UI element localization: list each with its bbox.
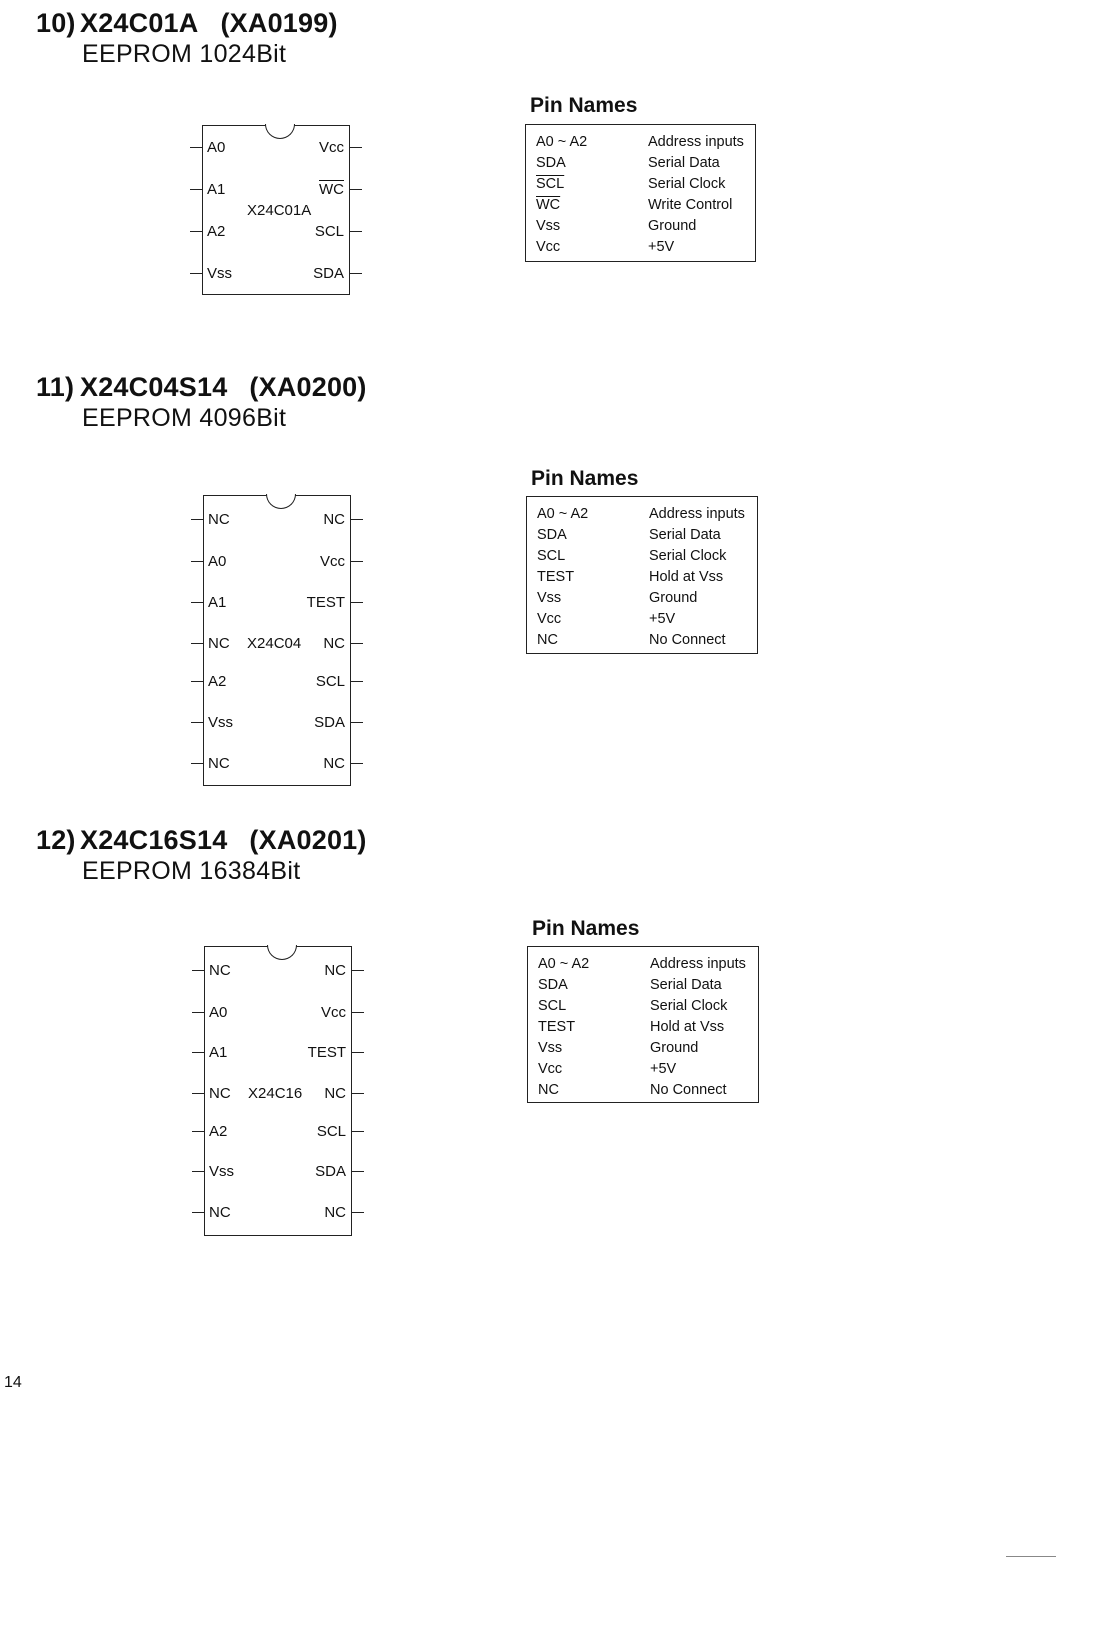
pin-names-row <box>537 504 757 525</box>
pin-label: SCL <box>317 1122 351 1142</box>
pin-names-title: Pin Names <box>530 94 638 117</box>
pin-label: SDA <box>315 1162 351 1182</box>
part-number: X24C01A <box>80 8 199 38</box>
pin-label: A2 <box>205 1122 227 1142</box>
pin-names-table <box>527 946 759 1103</box>
pin-description: +5V <box>650 1061 677 1077</box>
pin-label: NC <box>205 961 231 981</box>
pin-names-row <box>536 153 755 174</box>
pin-description: +5V <box>649 611 676 627</box>
section-subtitle: EEPROM 4096Bit <box>82 404 287 432</box>
pin-names-row <box>537 525 757 546</box>
pin-label: TEST <box>307 593 350 613</box>
pin-names-table <box>525 124 756 262</box>
pin-names-row <box>538 954 758 975</box>
pin-label: SDA <box>314 713 350 733</box>
pin-description: Serial Data <box>650 977 722 993</box>
section-subtitle: EEPROM 16384Bit <box>82 857 301 885</box>
pin-signal: A0 ~ A2 <box>538 956 590 972</box>
pin-label: A1 <box>204 593 226 613</box>
pin-label: Vcc <box>321 1003 351 1023</box>
pin-description: No Connect <box>649 632 726 648</box>
pin-names-row <box>536 195 755 216</box>
pin-signal: Vcc <box>538 1061 563 1077</box>
pin-description: Serial Clock <box>649 548 727 564</box>
pin-names-row <box>537 546 757 567</box>
pin-label: A1 <box>205 1043 227 1063</box>
pin-description: Address inputs <box>649 506 745 522</box>
pin-names-row <box>536 237 755 258</box>
section-title <box>36 372 367 403</box>
pin-signal: TEST <box>538 1019 576 1035</box>
pin-label: NC <box>204 634 230 654</box>
chip-diagram <box>203 495 351 786</box>
chip-diagram <box>202 125 350 295</box>
part-code: (XA0200) <box>249 372 367 402</box>
pin-label: NC <box>324 1203 351 1223</box>
pin-description: No Connect <box>650 1082 727 1098</box>
part-number: X24C04S14 <box>80 372 228 402</box>
pin-names-row <box>538 1017 758 1038</box>
pin-signal: NC <box>537 632 558 648</box>
pin-names-row <box>537 609 757 630</box>
pin-label: Vcc <box>320 552 350 572</box>
pin-signal: SCL <box>538 998 567 1014</box>
chip-notch <box>266 494 296 509</box>
pin-description: Write Control <box>648 197 733 213</box>
pin-description: Serial Data <box>649 527 721 543</box>
pin-signal: $\overline{WC}$ <box>536 197 561 213</box>
pin-signal: Vcc <box>536 239 561 255</box>
pin-names-row <box>538 996 758 1017</box>
pin-label: Vss <box>204 713 233 733</box>
pin-signal: A0 ~ A2 <box>537 506 589 522</box>
pin-signal: SDA <box>536 155 566 171</box>
pin-label: Vcc <box>319 138 349 158</box>
pin-names-row <box>536 132 755 153</box>
pin-description: Ground <box>649 590 698 606</box>
section-number: 10) <box>36 8 76 38</box>
pin-label: NC <box>324 961 351 981</box>
pin-names-row <box>537 588 757 609</box>
part-code: (XA0199) <box>220 8 338 38</box>
pin-label: NC <box>205 1084 231 1104</box>
pin-label: TEST <box>308 1043 351 1063</box>
pin-label: A0 <box>203 138 225 158</box>
pin-label: Vss <box>203 264 232 284</box>
pin-label: A0 <box>205 1003 227 1023</box>
pin-label: $\overline{WC}$ <box>319 180 349 200</box>
pin-signal: NC <box>538 1082 559 1098</box>
pin-signal: Vss <box>536 218 561 234</box>
section-title <box>36 8 338 39</box>
pin-label: NC <box>205 1203 231 1223</box>
pin-names-row <box>538 975 758 996</box>
chip-notch <box>267 945 297 960</box>
pin-signal: Vcc <box>537 611 562 627</box>
pin-signal: $\overline{SCL}$ <box>536 176 565 192</box>
part-code: (XA0201) <box>249 825 367 855</box>
pin-description: Serial Clock <box>648 176 726 192</box>
pin-label: A1 <box>203 180 225 200</box>
pin-signal: SDA <box>538 977 568 993</box>
pin-signal: Vss <box>537 590 562 606</box>
pin-signal: SCL <box>537 548 566 564</box>
section-number: 11) <box>36 372 75 402</box>
pin-label: Vss <box>205 1162 234 1182</box>
pin-names-row <box>538 1038 758 1059</box>
chip-label: X24C01A <box>247 202 312 219</box>
pin-description: Ground <box>650 1040 699 1056</box>
pin-names-row <box>537 567 757 588</box>
pin-names-row <box>536 216 755 237</box>
pin-names-row <box>537 630 757 651</box>
pin-label: SCL <box>316 672 350 692</box>
pin-signal: TEST <box>537 569 575 585</box>
pin-names-row <box>538 1080 758 1101</box>
chip-notch <box>265 124 295 139</box>
pin-description: Serial Data <box>648 155 720 171</box>
chip-label: X24C04 <box>247 635 302 652</box>
pin-label: NC <box>324 1084 351 1104</box>
pin-label: SCL <box>315 222 349 242</box>
pin-description: Ground <box>648 218 697 234</box>
pin-label: A0 <box>204 552 226 572</box>
pin-names-row <box>538 1059 758 1080</box>
part-number: X24C16S14 <box>80 825 228 855</box>
pin-description: Hold at Vss <box>649 569 724 585</box>
page-number: 14 <box>4 1374 22 1391</box>
pin-names-title: Pin Names <box>531 467 639 490</box>
section-subtitle: EEPROM 1024Bit <box>82 40 287 68</box>
pin-description: Address inputs <box>648 134 744 150</box>
pin-description: Serial Clock <box>650 998 728 1014</box>
pin-description: Hold at Vss <box>650 1019 725 1035</box>
chip-diagram <box>204 946 352 1236</box>
pin-label: SDA <box>313 264 349 284</box>
pin-names-title: Pin Names <box>532 917 640 940</box>
pin-label: A2 <box>203 222 225 242</box>
pin-label: NC <box>323 634 350 654</box>
pin-signal: Vss <box>538 1040 563 1056</box>
pin-names-table <box>526 496 758 654</box>
pin-description: +5V <box>648 239 675 255</box>
pin-label: NC <box>323 510 350 530</box>
pin-label: NC <box>204 754 230 774</box>
section-title <box>36 825 367 856</box>
pin-label: NC <box>204 510 230 530</box>
pin-signal: A0 ~ A2 <box>536 134 588 150</box>
pin-names-row <box>536 174 755 195</box>
corner-mark <box>1006 1556 1056 1557</box>
pin-description: Address inputs <box>650 956 746 972</box>
section-number: 12) <box>36 825 76 855</box>
pin-signal: SDA <box>537 527 567 543</box>
pin-label: NC <box>323 754 350 774</box>
chip-label: X24C16 <box>248 1085 303 1102</box>
pin-label: A2 <box>204 672 226 692</box>
